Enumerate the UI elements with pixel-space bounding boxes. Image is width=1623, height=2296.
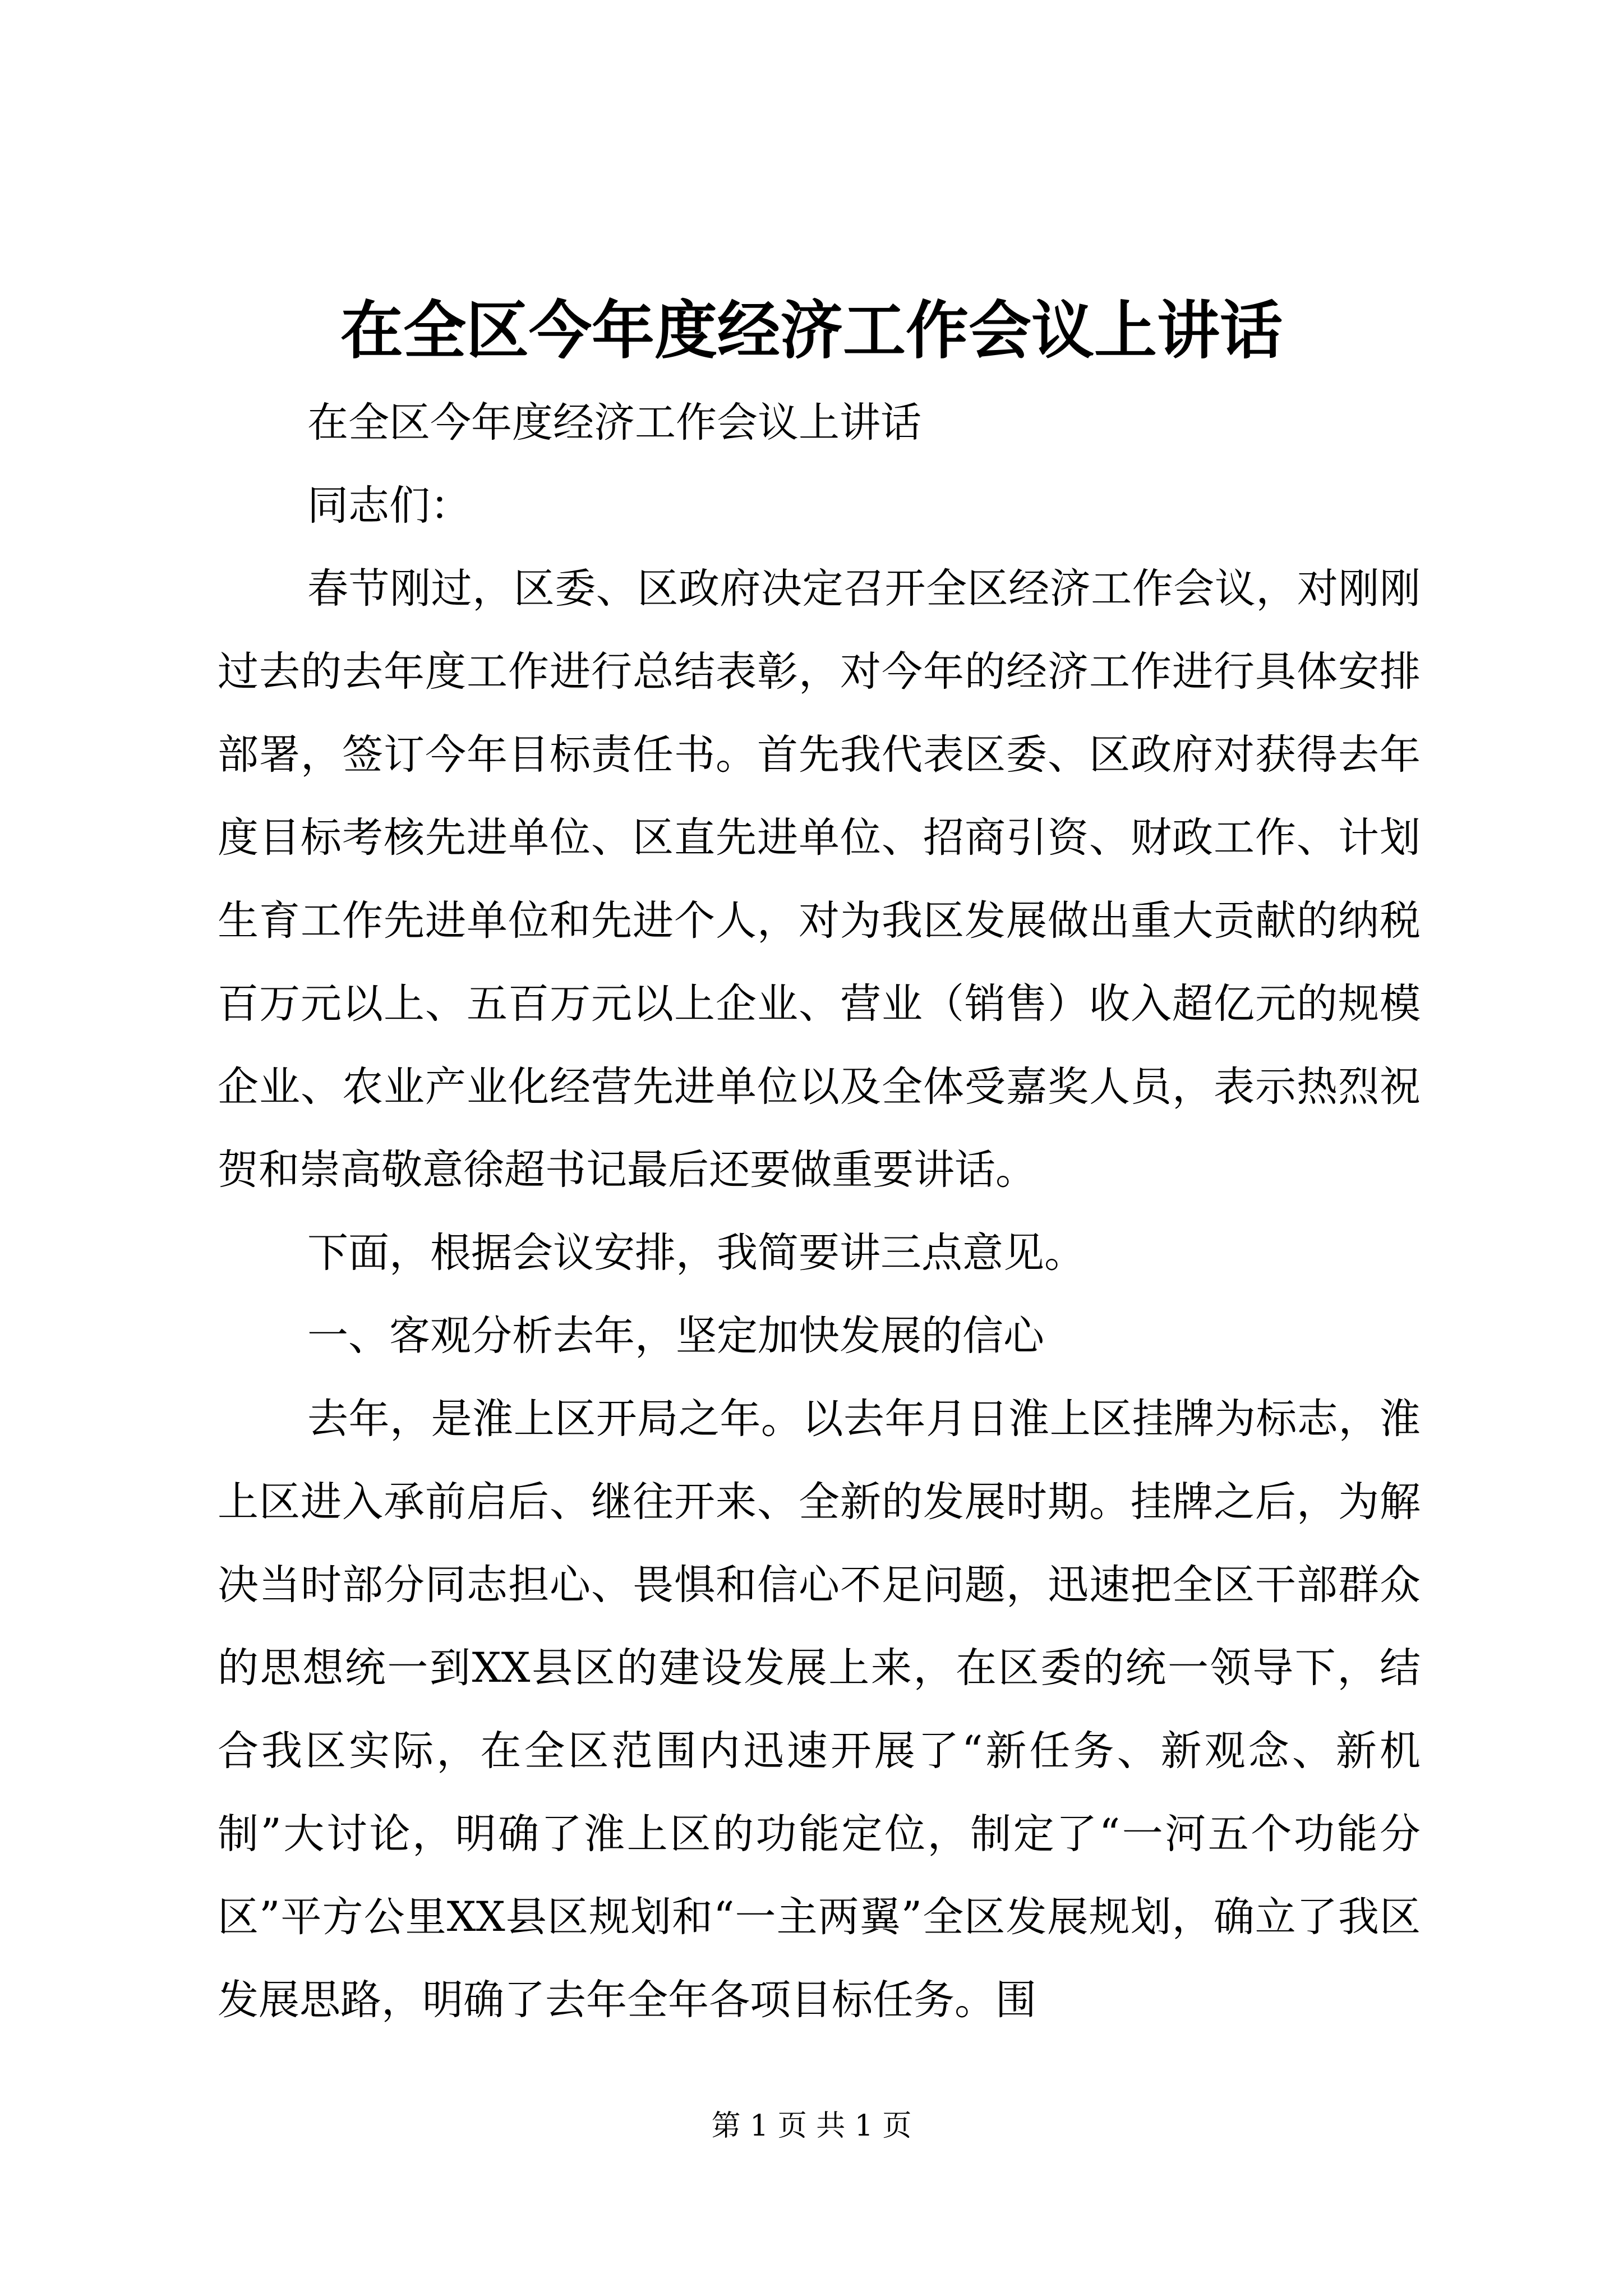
page-footer: 第 1 页 共 1 页 — [711, 2109, 912, 2143]
document-title: 在全区今年度经济工作会议上讲话 — [340, 294, 1283, 367]
body-paragraph: 春节刚过，区委、区政府决定召开全区经济工作会议，对刚刚过去的去年度工作进行总结表彰，对今年的经济工作进行具体安排部署，签订今年目标责任书。首先我代表区委、区政府对获得去年度目标考核先进单位、区直先进单位、招商引资、财政工作、计划生育工作先进单位和先进个人，对为我区发展做出重大贡献的纳税百万元以上、五百万元以上企业、营业（销售）收入超亿元的规模企业、农业产业化经营先进单位以及全体受嘉奖人员，表示热烈祝贺和崇高敬意徐超书记最后还要做重要讲话。 — [218, 565, 1421, 1194]
document-body — [218, 381, 1421, 2042]
section-heading: 一、客观分析去年，坚定加快发展的信心 — [307, 1312, 1044, 1360]
body-paragraph-subtitle: 在全区今年度经济工作会议上讲话 — [307, 399, 921, 447]
body-paragraph: 去年，是淮上区开局之年。以去年月日淮上区挂牌为标志，淮上区进入承前启后、继往开来、全新的发展时期。挂牌之后，为解决当时部分同志担心、畏惧和信心不足问题，迅速把全区干部群众的思想统一到XX县区的建设发展上来，在区委的统一领导下，结合我区实际，在全区范围内迅速开展了“新任务、新观念、新机制”大讨论，明确了淮上区的功能定位，制定了“一河五个功能分区”平方公里XX县区规划和“一主两翼”全区发展规划，确立了我区发展思路，明确了去年全年各项目标任务。围 — [218, 1395, 1421, 2024]
body-paragraph: 下面，根据会议安排，我简要讲三点意见。 — [307, 1229, 1085, 1277]
body-paragraph-salutation: 同志们： — [307, 482, 471, 530]
